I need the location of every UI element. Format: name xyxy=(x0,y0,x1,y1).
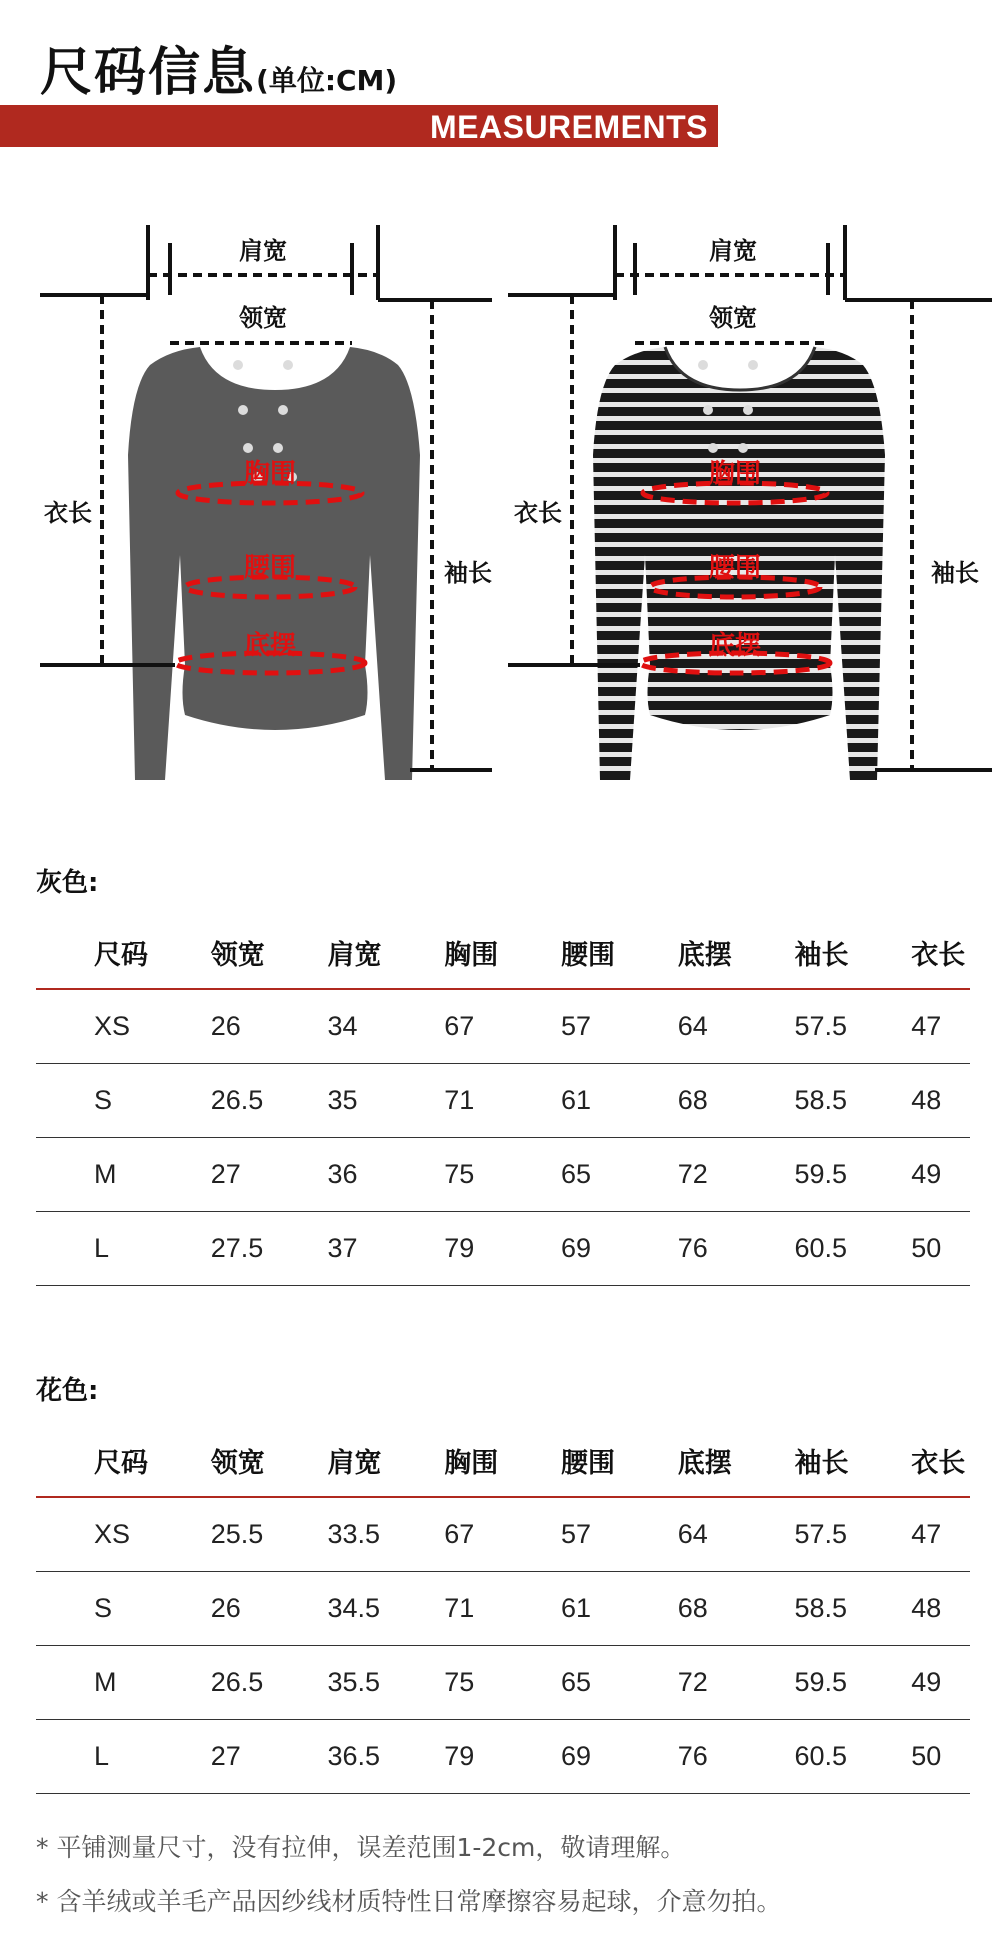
col-header: 领宽 xyxy=(153,1424,270,1497)
table-cell: S xyxy=(36,1064,153,1138)
table-cell: 59.5 xyxy=(737,1646,854,1720)
grey-size-table xyxy=(36,916,970,1286)
table-cell: 64 xyxy=(620,1497,737,1572)
table-cell: 79 xyxy=(386,1212,503,1286)
shoulder-width-label: 肩宽 xyxy=(239,237,287,265)
shoulder-width-label: 肩宽 xyxy=(709,237,757,265)
table-cell: XS xyxy=(36,1497,153,1572)
table-cell: 72 xyxy=(620,1138,737,1212)
col-header: 袖长 xyxy=(737,1424,854,1497)
col-header: 衣长 xyxy=(853,1424,970,1497)
table-cell: 67 xyxy=(386,989,503,1064)
table-cell: 50 xyxy=(853,1212,970,1286)
table-cell: 75 xyxy=(386,1646,503,1720)
table-cell: 33.5 xyxy=(270,1497,387,1572)
measurement-note: * 平铺测量尺寸，没有拉伸，误差范围1-2cm，敬请理解。 xyxy=(36,1833,686,1862)
table-cell: 57.5 xyxy=(737,989,854,1064)
patterned-section-title: 花色: xyxy=(36,1376,99,1406)
table-cell: 68 xyxy=(620,1572,737,1646)
chest-label: 胸围 xyxy=(243,459,297,489)
table-cell: 61 xyxy=(503,1572,620,1646)
table-cell: 68 xyxy=(620,1064,737,1138)
table-cell: 61 xyxy=(503,1064,620,1138)
col-header: 腰围 xyxy=(503,916,620,989)
chest-label: 胸围 xyxy=(708,459,762,489)
pilling-note: * 含羊绒或羊毛产品因纱线材质特性日常摩擦容易起球，介意勿拍。 xyxy=(36,1887,782,1916)
table-cell: 60.5 xyxy=(737,1212,854,1286)
body-length-label: 衣长 xyxy=(44,499,92,527)
table-cell: 49 xyxy=(853,1646,970,1720)
hem-label: 底摆 xyxy=(708,631,762,661)
table-cell: 34 xyxy=(270,989,387,1064)
banner-text: MEASUREMENTS xyxy=(429,109,708,145)
table-cell: M xyxy=(36,1646,153,1720)
col-header: 尺码 xyxy=(36,1424,153,1497)
col-header: 肩宽 xyxy=(270,916,387,989)
table-cell: 48 xyxy=(853,1572,970,1646)
table-cell: L xyxy=(36,1212,153,1286)
table-cell: 26 xyxy=(153,989,270,1064)
page-title: 尺码信息 xyxy=(40,43,257,103)
table-cell: 49 xyxy=(853,1138,970,1212)
table-cell: 26 xyxy=(153,1572,270,1646)
sleeve-length-label: 袖长 xyxy=(931,559,979,587)
table-row xyxy=(36,1138,970,1212)
table-cell: 58.5 xyxy=(737,1064,854,1138)
table-row xyxy=(36,1646,970,1720)
table-cell: 76 xyxy=(620,1720,737,1794)
measurements-banner xyxy=(0,105,718,147)
grey-shirt-diagram xyxy=(0,225,500,785)
table-cell: 35 xyxy=(270,1064,387,1138)
table-cell: 69 xyxy=(503,1720,620,1794)
table-cell: 76 xyxy=(620,1212,737,1286)
col-header: 腰围 xyxy=(503,1424,620,1497)
table-row xyxy=(36,1064,970,1138)
table-cell: S xyxy=(36,1572,153,1646)
table-cell: 64 xyxy=(620,989,737,1064)
col-header: 衣长 xyxy=(853,916,970,989)
unit-label: (单位:CM) xyxy=(256,64,398,97)
table-cell: 47 xyxy=(853,989,970,1064)
table-cell: 34.5 xyxy=(270,1572,387,1646)
striped-shirt-diagram xyxy=(500,225,1000,785)
hem-label: 底摆 xyxy=(243,631,297,661)
table-cell: 60.5 xyxy=(737,1720,854,1794)
table-cell: 69 xyxy=(503,1212,620,1286)
table-cell: 36.5 xyxy=(270,1720,387,1794)
table-cell: 50 xyxy=(853,1720,970,1794)
table-cell: 65 xyxy=(503,1138,620,1212)
table-cell: L xyxy=(36,1720,153,1794)
table-cell: 57 xyxy=(503,1497,620,1572)
table-cell: 57 xyxy=(503,989,620,1064)
table-cell: 35.5 xyxy=(270,1646,387,1720)
col-header: 胸围 xyxy=(386,916,503,989)
table-cell: 36 xyxy=(270,1138,387,1212)
table-cell: 26.5 xyxy=(153,1646,270,1720)
table-cell: 65 xyxy=(503,1646,620,1720)
table-cell: 48 xyxy=(853,1064,970,1138)
table-cell: XS xyxy=(36,989,153,1064)
table-cell: 27 xyxy=(153,1720,270,1794)
neck-width-label: 领宽 xyxy=(709,304,757,332)
patterned-size-table xyxy=(36,1424,970,1794)
neck-width-label: 领宽 xyxy=(239,304,287,332)
col-header: 袖长 xyxy=(737,916,854,989)
table-header-row xyxy=(36,916,970,989)
table-cell: 59.5 xyxy=(737,1138,854,1212)
waist-label: 腰围 xyxy=(708,553,762,583)
table-cell: M xyxy=(36,1138,153,1212)
table-cell: 37 xyxy=(270,1212,387,1286)
page-header xyxy=(40,30,397,105)
table-row xyxy=(36,1720,970,1794)
grey-section-title: 灰色: xyxy=(36,868,99,898)
col-header: 尺码 xyxy=(36,916,153,989)
table-cell: 26.5 xyxy=(153,1064,270,1138)
table-cell: 25.5 xyxy=(153,1497,270,1572)
sleeve-length-label: 袖长 xyxy=(444,559,492,587)
table-cell: 72 xyxy=(620,1646,737,1720)
table-cell: 71 xyxy=(386,1064,503,1138)
table-cell: 57.5 xyxy=(737,1497,854,1572)
col-header: 肩宽 xyxy=(270,1424,387,1497)
col-header: 胸围 xyxy=(386,1424,503,1497)
table-cell: 79 xyxy=(386,1720,503,1794)
table-cell: 27.5 xyxy=(153,1212,270,1286)
table-cell: 58.5 xyxy=(737,1572,854,1646)
table-cell: 27 xyxy=(153,1138,270,1212)
col-header: 底摆 xyxy=(620,1424,737,1497)
table-cell: 75 xyxy=(386,1138,503,1212)
table-row xyxy=(36,989,970,1064)
table-row xyxy=(36,1497,970,1572)
table-header-row xyxy=(36,1424,970,1497)
table-row xyxy=(36,1572,970,1646)
col-header: 底摆 xyxy=(620,916,737,989)
col-header: 领宽 xyxy=(153,916,270,989)
body-length-label: 衣长 xyxy=(514,499,562,527)
table-cell: 67 xyxy=(386,1497,503,1572)
table-row xyxy=(36,1212,970,1286)
waist-label: 腰围 xyxy=(243,553,297,583)
table-cell: 71 xyxy=(386,1572,503,1646)
table-cell: 47 xyxy=(853,1497,970,1572)
